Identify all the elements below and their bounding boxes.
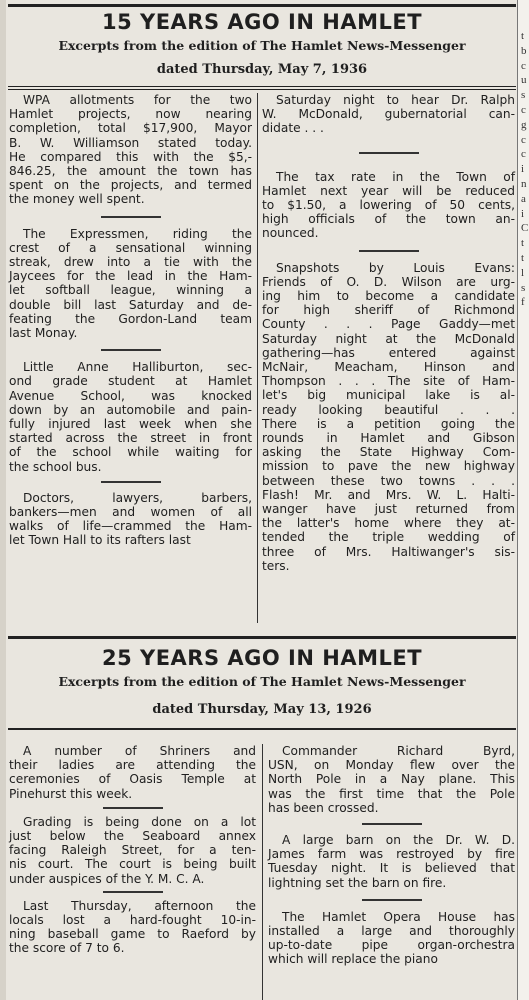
- article-line: completion, total $17,900, Mayor: [9, 121, 252, 136]
- article-line: for high sheriff of Richmond: [262, 303, 515, 318]
- article-line: County . . . Page Gaddy—met: [262, 317, 515, 332]
- article-line: ceremonies of Oasis Temple at: [9, 772, 256, 787]
- section2-header-rule: [8, 728, 516, 730]
- section1-column-divider: [257, 93, 258, 623]
- article-line: Last Thursday, afternoon the: [23, 898, 256, 913]
- article-line: Jaycees for the lead in the Ham-: [9, 269, 252, 284]
- article-line: let softball league, winning a: [9, 283, 252, 298]
- article-line: tended the triple wedding of: [262, 530, 515, 545]
- article-line: Hamlet next year will be reduced: [262, 183, 515, 198]
- article-line: which will replace the piano: [268, 952, 438, 967]
- article-line: A large barn on the Dr. W. D.: [282, 833, 515, 847]
- article-line: to $1.50, a lowering of 50 cents,: [262, 198, 515, 212]
- section1-right-column: [262, 93, 515, 623]
- article-line: the score of 7 to 6.: [9, 941, 125, 956]
- article-line: crest of a sensational winning: [9, 240, 252, 255]
- adjacent-column-letter: g: [521, 118, 527, 131]
- article-line: spent on the projects, and termed: [9, 178, 252, 193]
- article-line: ond grade student at Hamlet: [9, 374, 252, 389]
- adjacent-column-letter: C: [521, 222, 529, 235]
- article-line: Thompson . . . The site of Ham-: [262, 374, 515, 389]
- adjacent-column-letter: c: [521, 148, 526, 161]
- section1-title: 15 YEARS AGO IN HAMLET: [101, 10, 423, 34]
- article-separator: [359, 152, 419, 154]
- article-line: ready looking beautiful . . .: [262, 402, 515, 417]
- article-line: double bill last Saturday and de-: [9, 297, 252, 312]
- article-line: Doctors, lawyers, barbers,: [23, 490, 252, 505]
- adjacent-column-letter: f: [521, 296, 525, 309]
- article-separator: [362, 823, 422, 825]
- article-line: The Expressmen, riding the: [23, 226, 252, 241]
- article-line: ing him to become a candidate: [262, 289, 515, 303]
- article-line: Commander Richard Byrd,: [282, 744, 515, 758]
- section2-left-column: [9, 744, 256, 1000]
- article-line: just below the Seaboard annex: [9, 829, 256, 843]
- article-line: streak, drew into a tie with the: [9, 255, 252, 269]
- article-line: Flash! Mr. and Mrs. W. L. Halti-: [262, 487, 515, 502]
- article-line: let Town Hall to its rafters last: [9, 533, 191, 548]
- article-line: bankers—men and women of all: [9, 505, 252, 519]
- article-line: mission to pave the new highway: [262, 459, 515, 474]
- article-separator: [103, 807, 163, 809]
- article-line: James farm was restroyed by fire: [268, 847, 515, 862]
- section2-top-rule: [8, 636, 516, 639]
- article-line: facing Raleigh Street, for a ten-: [9, 843, 256, 858]
- section1-header-rule: [8, 86, 516, 87]
- left-margin-strip: [0, 0, 6, 1000]
- article-line: There is a petition going the: [262, 416, 515, 431]
- article-line: down by an automobile and pain-: [9, 402, 252, 417]
- article-line: ters.: [262, 558, 290, 573]
- article-line: Avenue School, was knocked: [9, 388, 252, 403]
- article-line: their ladies are attending the: [9, 758, 256, 773]
- section1-date: dated Thursday, May 7, 1936: [156, 62, 368, 77]
- article-line: gathering—has entered against: [262, 345, 515, 360]
- adjacent-column-letter: c: [521, 104, 526, 116]
- article-line: nounced.: [262, 226, 319, 241]
- article-line: between these two towns . . .: [262, 473, 515, 488]
- adjacent-column-letter: c: [521, 133, 526, 146]
- article-line: three of Mrs. Haltiwanger's sis-: [262, 544, 515, 559]
- adjacent-column-letter: i: [521, 207, 525, 220]
- article-line: feating the Gordon-Land team: [9, 311, 252, 326]
- article-line: Friends of O. D. Wilson are urg-: [262, 274, 515, 289]
- adjacent-column-letter: t: [521, 30, 525, 42]
- article-line: Snapshots by Louis Evans:: [276, 260, 515, 275]
- article-line: B. W. Williamson stated today.: [9, 135, 252, 150]
- article-line: installed a large and thoroughly: [268, 924, 515, 938]
- article-line: The Hamlet Opera House has: [282, 909, 515, 924]
- article-line: didate . . .: [262, 121, 324, 136]
- article-separator: [362, 899, 422, 901]
- article-line: the school bus.: [9, 459, 102, 474]
- article-line: under auspices of the Y. M. C. A.: [9, 871, 205, 886]
- article-line: lightning set the barn on fire.: [268, 875, 447, 890]
- adjacent-column-letter: c: [521, 59, 526, 72]
- article-line: Tuesday night. It is believed that: [268, 861, 515, 876]
- article-line: North Pole in a Nay plane. This: [268, 772, 515, 787]
- article-line: W. McDonald, gubernatorial can-: [262, 107, 515, 122]
- adjacent-column-letter: u: [521, 74, 527, 87]
- section2-title: 25 YEARS AGO IN HAMLET: [101, 646, 423, 670]
- article-separator: [359, 250, 419, 252]
- article-line: 846.25, the amount the town has: [9, 164, 252, 178]
- adjacent-column-letter: s: [521, 89, 526, 102]
- article-separator: [101, 349, 161, 351]
- article-line: started across the street in front: [9, 431, 252, 446]
- article-line: Grading is being done on a lot: [23, 814, 256, 829]
- adjacent-column-letter: n: [521, 178, 527, 190]
- article-line: rounds in Hamlet and Gibson: [262, 431, 515, 445]
- article-line: Little Anne Halliburton, sec-: [23, 360, 252, 375]
- section1-left-column: [9, 93, 252, 623]
- top-rule: [8, 4, 516, 7]
- section2-column-divider: [262, 744, 263, 1000]
- article-line: He compared this with the $5,-: [9, 149, 252, 164]
- adjacent-column-letter: s: [521, 281, 526, 294]
- article-line: A number of Shriners and: [23, 744, 256, 758]
- adjacent-column-letter: a: [521, 192, 526, 205]
- article-line: McNair, Meacham, Hinson and: [262, 360, 515, 374]
- article-line: Hamlet projects, now nearing: [9, 107, 252, 122]
- adjacent-column-letter: t: [521, 237, 525, 250]
- adjacent-column-letter: i: [521, 163, 525, 176]
- section1-header-rule-2: [8, 89, 516, 90]
- article-line: up-to-date pipe organ-orchestra: [268, 938, 515, 953]
- article-line: The tax rate in the Town of: [276, 169, 515, 184]
- article-line: has been crossed.: [268, 800, 379, 815]
- article-line: the money well spent.: [9, 192, 145, 207]
- article-line: let's big municipal lake is al-: [262, 388, 515, 403]
- article-line: the latter's home where they at-: [262, 516, 515, 531]
- adjacent-column-letter: t: [521, 252, 525, 264]
- article-line: last Monay.: [9, 326, 78, 340]
- article-line: of the school while waiting for: [9, 445, 252, 460]
- article-line: fully injured last week when she: [9, 417, 252, 431]
- article-line: ning baseball game to Raeford by: [9, 927, 256, 942]
- section2-date: dated Thursday, May 13, 1926: [152, 702, 372, 717]
- adjacent-column-letter: l: [521, 266, 525, 279]
- article-separator: [101, 216, 161, 218]
- article-line: walks of life—crammed the Ham-: [9, 519, 252, 534]
- section1-subtitle: Excerpts from the edition of The Hamlet News-Messenger: [58, 38, 466, 53]
- section2-subtitle: Excerpts from the edition of The Hamlet News-Messenger: [58, 674, 466, 689]
- article-line: asking the State Highway Com-: [262, 445, 515, 460]
- adjacent-column-letter: b: [521, 44, 527, 57]
- section2-right-column: [268, 744, 515, 1000]
- article-separator: [103, 891, 163, 893]
- article-separator: [101, 481, 161, 483]
- article-line: WPA allotments for the two: [23, 93, 252, 107]
- article-line: locals lost a hard-fought 10-in-: [9, 913, 256, 927]
- article-line: Pinehurst this week.: [9, 786, 133, 801]
- article-line: was the first time that the Pole: [268, 786, 515, 801]
- article-line: wanger have just returned from: [262, 502, 515, 516]
- article-line: Saturday night to hear Dr. Ralph: [276, 93, 515, 107]
- adjacent-column-strip: [517, 0, 529, 1000]
- article-line: Saturday night at the McDonald: [262, 331, 515, 346]
- article-line: high officials of the town an-: [262, 212, 515, 227]
- article-line: nis court. The court is being built: [9, 857, 256, 872]
- article-line: USN, on Monday flew over the: [268, 758, 515, 773]
